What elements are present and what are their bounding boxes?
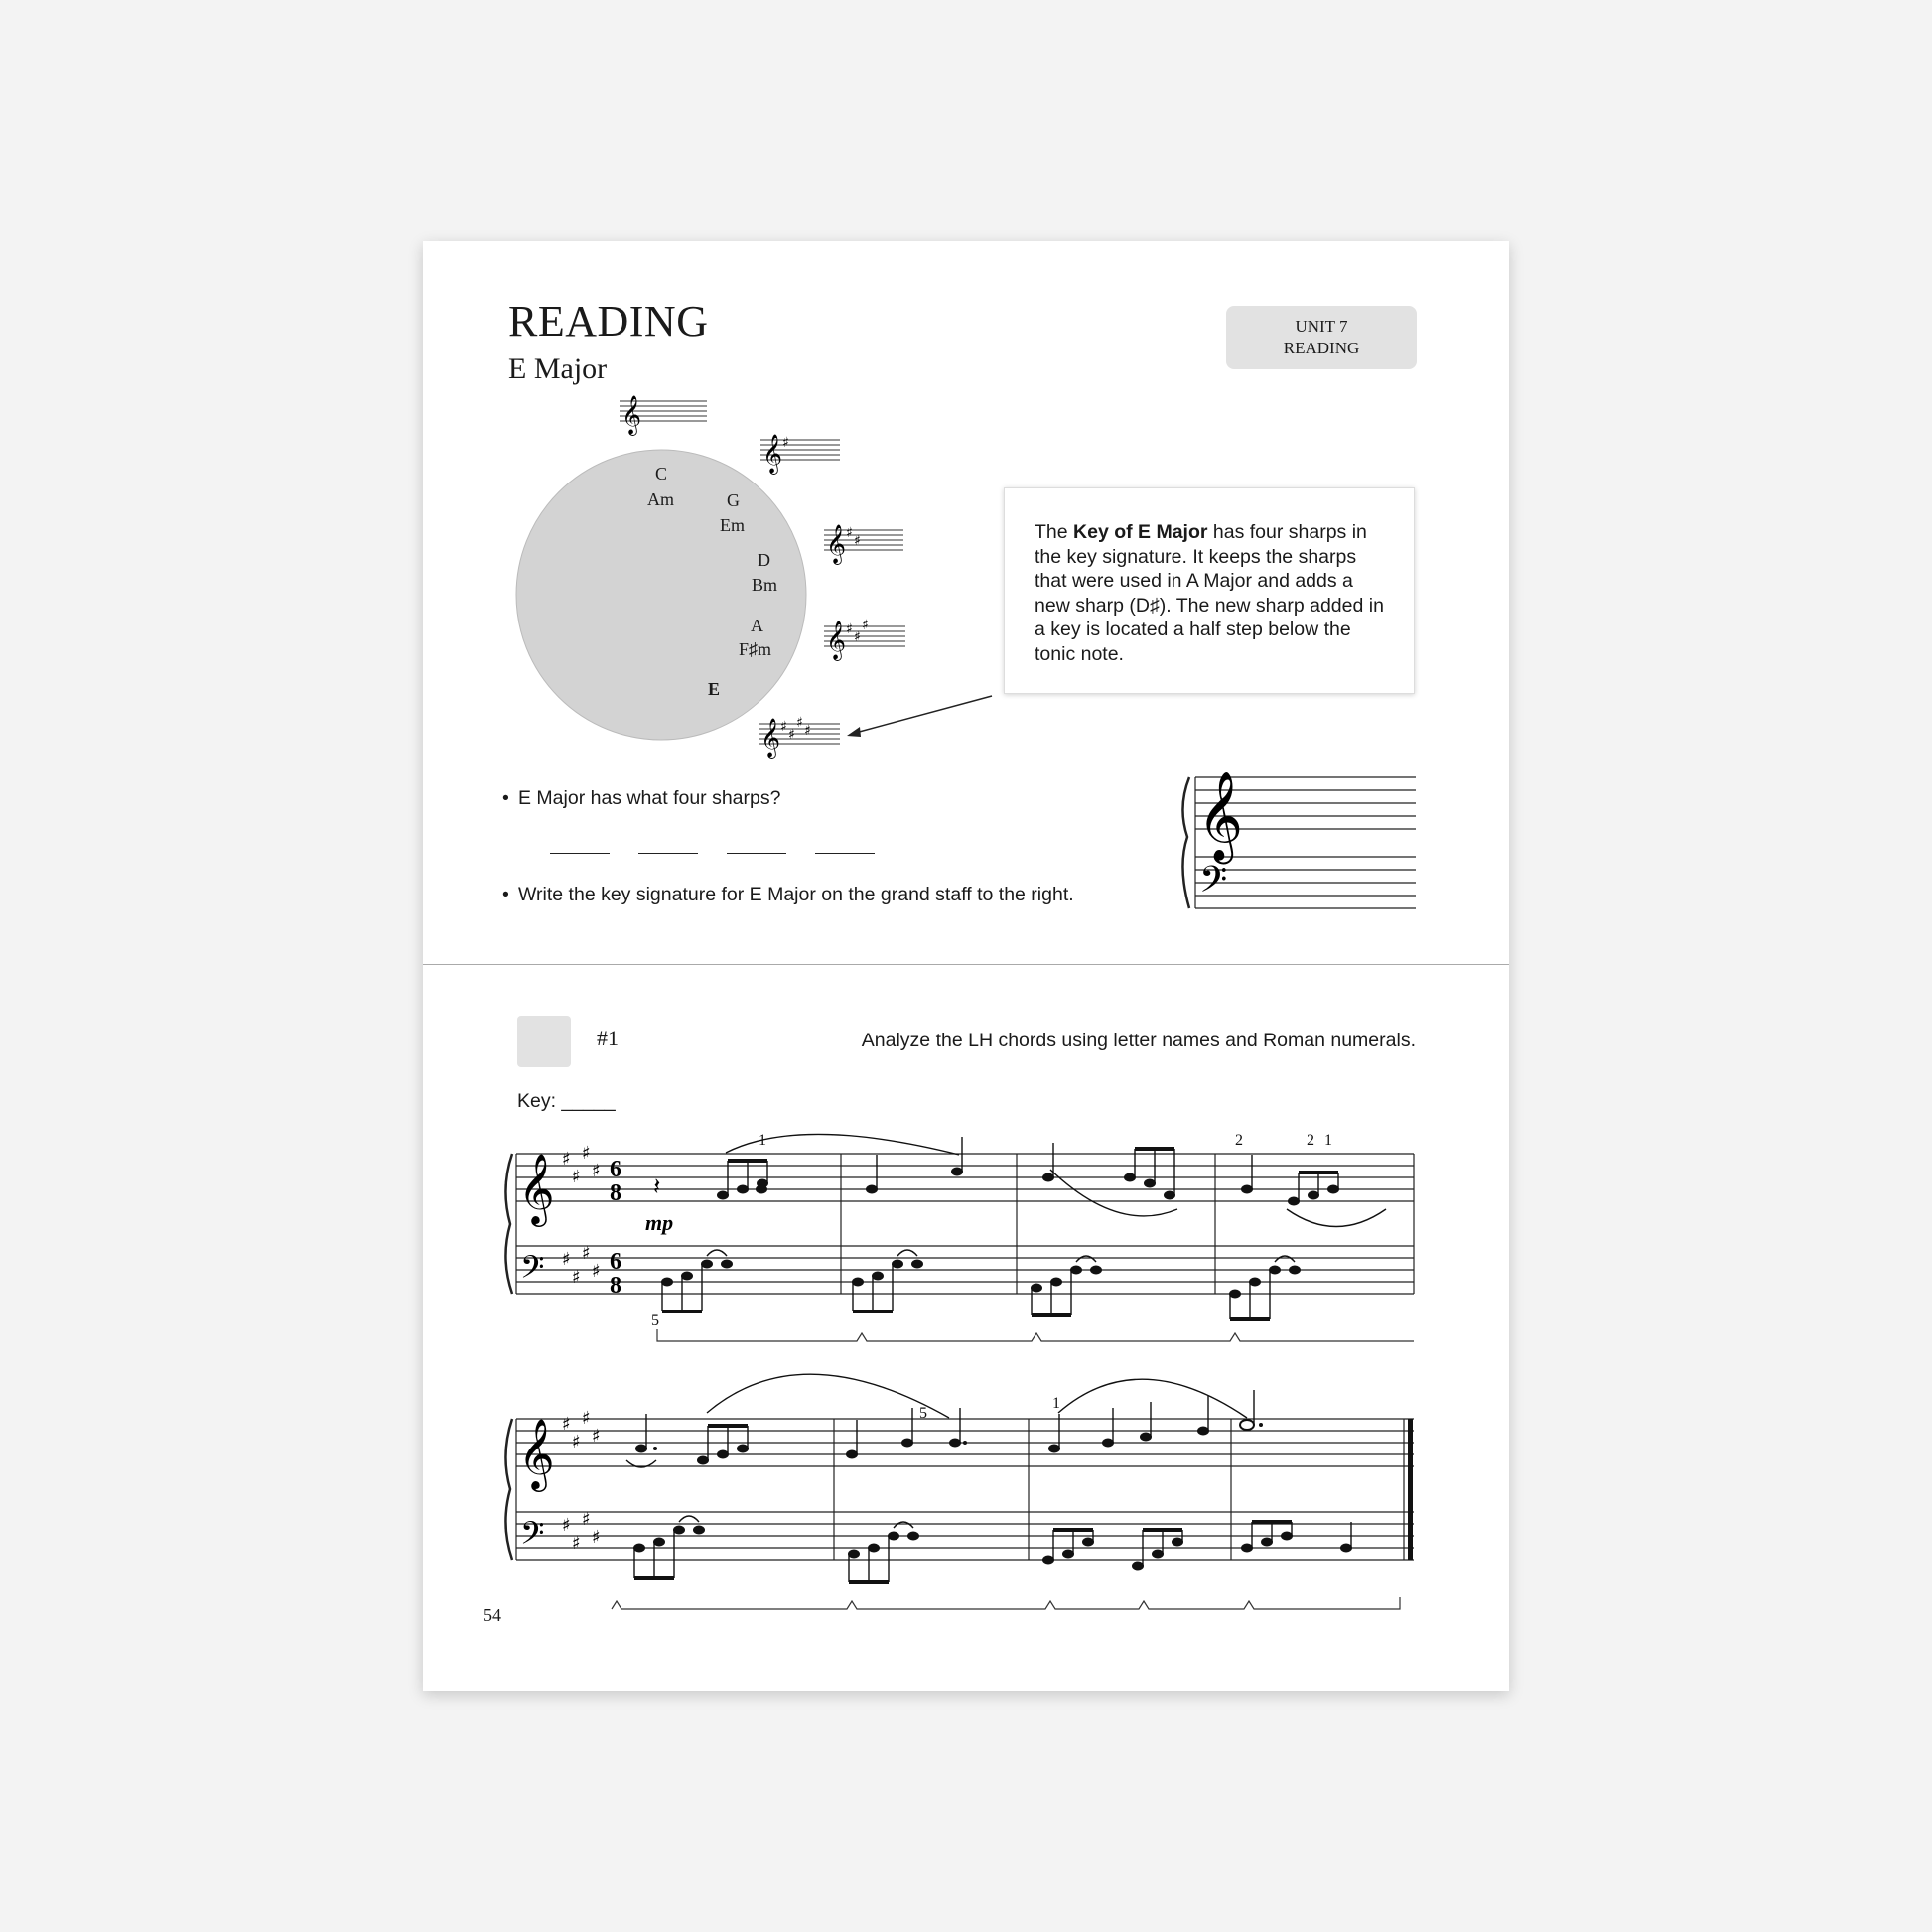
svg-text:♯: ♯	[582, 1509, 591, 1530]
fingerings-2	[919, 1395, 1060, 1422]
label-g: G	[727, 490, 740, 510]
svg-text:♯: ♯	[582, 1408, 591, 1429]
svg-text:♯: ♯	[592, 1527, 601, 1548]
bass-clef-icon: 𝄢	[520, 1515, 545, 1559]
svg-text:♯: ♯	[572, 1267, 581, 1288]
label-d: D	[758, 550, 770, 570]
treble-clef-icon: 𝄞	[826, 621, 847, 660]
system-1	[505, 1132, 1414, 1341]
bass-clef-icon: 𝄢	[520, 1249, 545, 1293]
treble-clef-icon: 𝄞	[518, 1152, 555, 1224]
label-c: C	[655, 464, 668, 483]
question-2-text: Write the key signature for E Major on the grand staff to the right.	[518, 884, 1074, 905]
svg-text:♯: ♯	[572, 1432, 581, 1452]
sharp-icon: ♯	[846, 621, 853, 637]
key-signature-bass	[562, 1509, 601, 1554]
bullet-icon: •	[502, 884, 509, 905]
exercise-number: #1	[597, 1026, 619, 1050]
svg-text:♯: ♯	[582, 1143, 591, 1164]
treble-clef-icon: 𝄞	[760, 718, 781, 758]
analysis-line-2[interactable]	[612, 1597, 1400, 1609]
fingering: 2	[1235, 1132, 1243, 1149]
bass-stems-1	[662, 1250, 1295, 1319]
fingering: 1	[1324, 1132, 1332, 1149]
svg-text:♯: ♯	[592, 1426, 601, 1447]
sharp-icon: ♯	[780, 719, 787, 735]
sharp-icon: ♯	[854, 533, 861, 549]
bullet-icon: •	[502, 787, 509, 809]
time-sig-top-bass: 6	[610, 1249, 621, 1275]
fingering: 5	[919, 1405, 927, 1422]
svg-text:♯: ♯	[582, 1243, 591, 1264]
fingering: 1	[759, 1132, 766, 1149]
sharp-icon: ♯	[862, 618, 869, 633]
page-subtitle: E Major	[508, 352, 608, 385]
sharp-icon: ♯	[854, 629, 861, 645]
info-text-after: has four sharps in the key signature. It keeps the sharps that were used in A Major and adds a new sharp (D♯). The new sharp added in a key is located a half step below the tonic note.	[1035, 521, 1384, 665]
sharp-icon: ♯	[804, 723, 811, 739]
final-barline	[1408, 1419, 1413, 1560]
fingering: 2	[1307, 1132, 1314, 1149]
brace-icon	[505, 1154, 512, 1294]
svg-text:♯: ♯	[562, 1515, 571, 1536]
brace-icon	[505, 1419, 512, 1560]
svg-text:♯: ♯	[592, 1261, 601, 1282]
page-title: READING	[508, 297, 709, 345]
sharp-icon: ♯	[796, 715, 803, 731]
label-e: E	[708, 679, 721, 699]
analysis-line-1[interactable]	[657, 1329, 1414, 1341]
question-1-text: E Major has what four sharps?	[518, 787, 781, 809]
unit-badge-line1: UNIT 7	[1295, 317, 1348, 336]
label-fsm: F♯m	[739, 639, 772, 659]
dynamic-marking: mp	[645, 1210, 674, 1235]
treble-notes-2	[635, 1427, 1209, 1465]
treble-clef-icon: 𝄞	[518, 1417, 555, 1489]
label-bm: Bm	[752, 575, 778, 595]
workbook-page	[423, 241, 1509, 1691]
fingering: 5	[651, 1312, 659, 1329]
info-text-before: The	[1035, 521, 1074, 543]
sharp-icon: ♯	[782, 435, 789, 451]
info-bold-text: Key of E Major	[1073, 521, 1208, 543]
time-sig-bottom-bass: 8	[610, 1273, 621, 1299]
label-em: Em	[720, 515, 745, 535]
treble-clef-icon: 𝄞	[762, 434, 783, 474]
svg-text:♯: ♯	[592, 1161, 601, 1181]
fingering: 1	[1052, 1395, 1060, 1412]
music-score	[423, 241, 1509, 1691]
bass-clef-icon: 𝄢	[1199, 859, 1228, 909]
label-am: Am	[647, 489, 674, 509]
treble-stems-1	[726, 1134, 1386, 1226]
bass-notes-1	[661, 1260, 1301, 1299]
key-answer-field[interactable]: Key: _____	[517, 1090, 616, 1112]
treble-clef-icon: 𝄞	[826, 524, 847, 564]
half-note-head	[1240, 1420, 1254, 1430]
sharp-icon: ♯	[846, 525, 853, 541]
sharp-icon: ♯	[788, 727, 795, 743]
treble-clef-icon: 𝄞	[1197, 771, 1244, 861]
quarter-rest-icon: 𝄽	[653, 1173, 661, 1200]
treble-clef-icon: 𝄞	[621, 395, 642, 435]
svg-text:♯: ♯	[562, 1149, 571, 1170]
system-2	[505, 1374, 1414, 1609]
svg-text:♯: ♯	[572, 1533, 581, 1554]
label-a: A	[751, 616, 763, 635]
page-number: 54	[483, 1605, 501, 1625]
key-signature-bass	[562, 1243, 601, 1288]
svg-text:♯: ♯	[572, 1167, 581, 1187]
svg-text:♯: ♯	[562, 1414, 571, 1435]
time-sig-bottom: 8	[610, 1180, 621, 1206]
unit-badge-line2: READING	[1283, 339, 1360, 357]
svg-text:♯: ♯	[562, 1249, 571, 1270]
time-sig-top: 6	[610, 1157, 621, 1182]
treble-notes-1	[717, 1168, 1339, 1206]
exercise-instructions: Analyze the LH chords using letter names and Roman numerals.	[861, 1030, 1416, 1051]
